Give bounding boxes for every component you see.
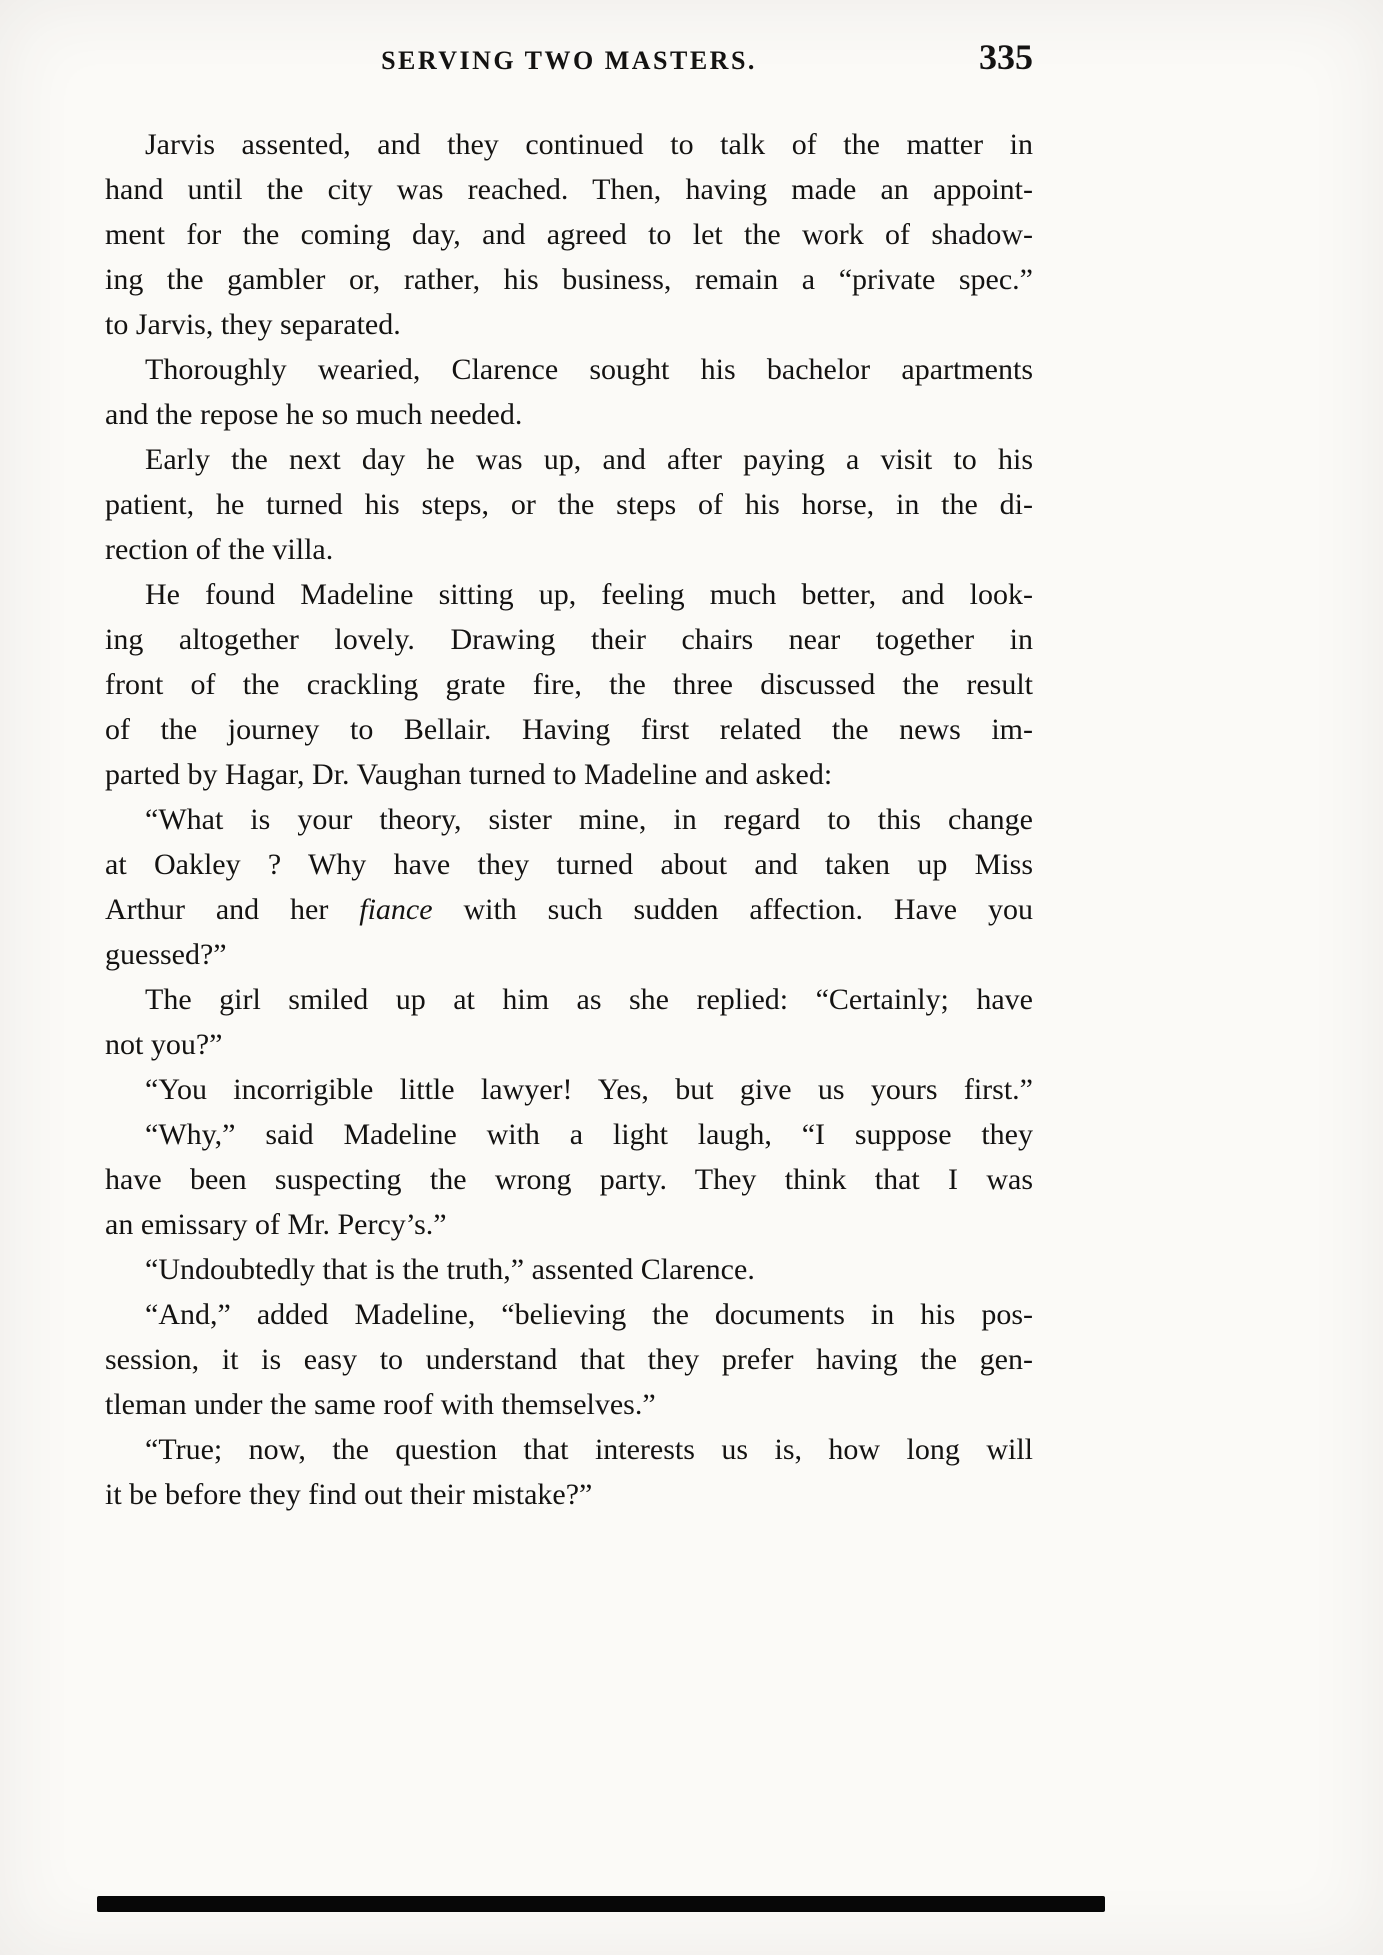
text-segment: guessed?” [105,938,227,971]
text-line [105,1472,1033,1517]
text-segment: He found Madeline sitting up, feeling much better, and look- [145,578,1033,611]
text-line [105,527,1033,572]
text-line [105,212,1033,257]
text-line [105,932,1033,977]
text-segment: with such sudden affection. Have you [432,893,1033,926]
text-line [105,437,1033,482]
text-line [105,887,1033,932]
text-line [105,167,1033,212]
text-line [105,842,1033,887]
text-segment: ment for the coming day, and agreed to let the work of shadow- [105,218,1033,251]
text-line [105,1022,1033,1067]
text-segment: ing altogether lovely. Drawing their chairs near together in [105,623,1033,656]
text-segment: hand until the city was reached. Then, having made an appoint- [105,173,1033,206]
text-segment: an emissary of Mr. Percy’s.” [105,1208,447,1241]
scan-artifact-bar [97,1896,1105,1912]
text-line [105,1202,1033,1247]
text-segment: rection of the villa. [105,533,334,566]
text-segment: Early the next day he was up, and after paying a visit to his [145,443,1033,476]
text-line [105,1337,1033,1382]
text-line [105,1427,1033,1472]
paragraph [105,122,1033,347]
text-segment: at Oakley ? Why have they turned about and taken up Miss [105,848,1033,881]
text-segment: The girl smiled up at him as she replied: “Certainly; have [145,983,1033,1016]
text-line [105,392,1033,437]
paragraph [105,1067,1033,1112]
text-segment: Thoroughly wearied, Clarence sought his bachelor apartments [145,353,1033,386]
text-segment: patient, he turned his steps, or the steps of his horse, in the di- [105,488,1033,521]
text-line [105,257,1033,302]
text-line [105,977,1033,1022]
text-line [105,122,1033,167]
text-line [105,1112,1033,1157]
text-block [105,122,1033,1517]
text-segment: Jarvis assented, and they continued to talk of the matter in [145,128,1033,161]
text-segment: have been suspecting the wrong party. They think that I was [105,1163,1033,1196]
text-line [105,482,1033,527]
text-segment: tleman under the same roof with themselves.” [105,1388,656,1421]
text-line [105,1292,1033,1337]
text-segment: parted by Hagar, Dr. Vaughan turned to Madeline and asked: [105,758,833,791]
text-segment: it be before they find out their mistake?” [105,1478,593,1511]
text-line [105,302,1033,347]
text-line [105,1067,1033,1112]
text-segment: front of the crackling grate fire, the three discussed the result [105,668,1033,701]
text-segment: ing the gambler or, rather, his business, remain a “private spec.” [105,263,1033,296]
text-line [105,707,1033,752]
page-number: 335 [979,37,1033,77]
paragraph [105,437,1033,572]
text-segment: “Why,” said Madeline with a light laugh, “I suppose they [145,1118,1033,1151]
text-segment: “You incorrigible little lawyer! Yes, but give us yours first.” [145,1073,1033,1106]
text-line [105,752,1033,797]
paragraph [105,977,1033,1067]
text-line [105,347,1033,392]
italic-text: fiance [359,893,433,926]
text-line [105,662,1033,707]
text-line [105,1382,1033,1427]
paragraph [105,1427,1033,1517]
text-segment: “Undoubtedly that is the truth,” assented Clarence. [145,1253,755,1286]
text-line [105,617,1033,662]
text-segment: session, it is easy to understand that they prefer having the gen- [105,1343,1033,1376]
text-line [105,1157,1033,1202]
text-line [105,572,1033,617]
text-line [105,1247,1033,1292]
text-segment: “What is your theory, sister mine, in regard to this change [145,803,1033,836]
text-segment: and the repose he so much needed. [105,398,523,431]
text-segment: to Jarvis, they separated. [105,308,401,341]
paragraph [105,1112,1033,1247]
text-segment: “And,” added Madeline, “believing the documents in his pos- [145,1298,1033,1331]
text-segment: “True; now, the question that interests us is, how long will [145,1433,1033,1466]
text-line [105,797,1033,842]
text-segment: of the journey to Bellair. Having first related the news im- [105,713,1033,746]
paragraph [105,347,1033,437]
text-segment: Arthur and her [105,893,360,926]
paragraph [105,797,1033,977]
paragraph [105,572,1033,797]
paragraph [105,1247,1033,1292]
paragraph [105,1292,1033,1427]
text-segment: not you?” [105,1028,223,1061]
running-title: SERVING TWO MASTERS. [381,46,757,75]
